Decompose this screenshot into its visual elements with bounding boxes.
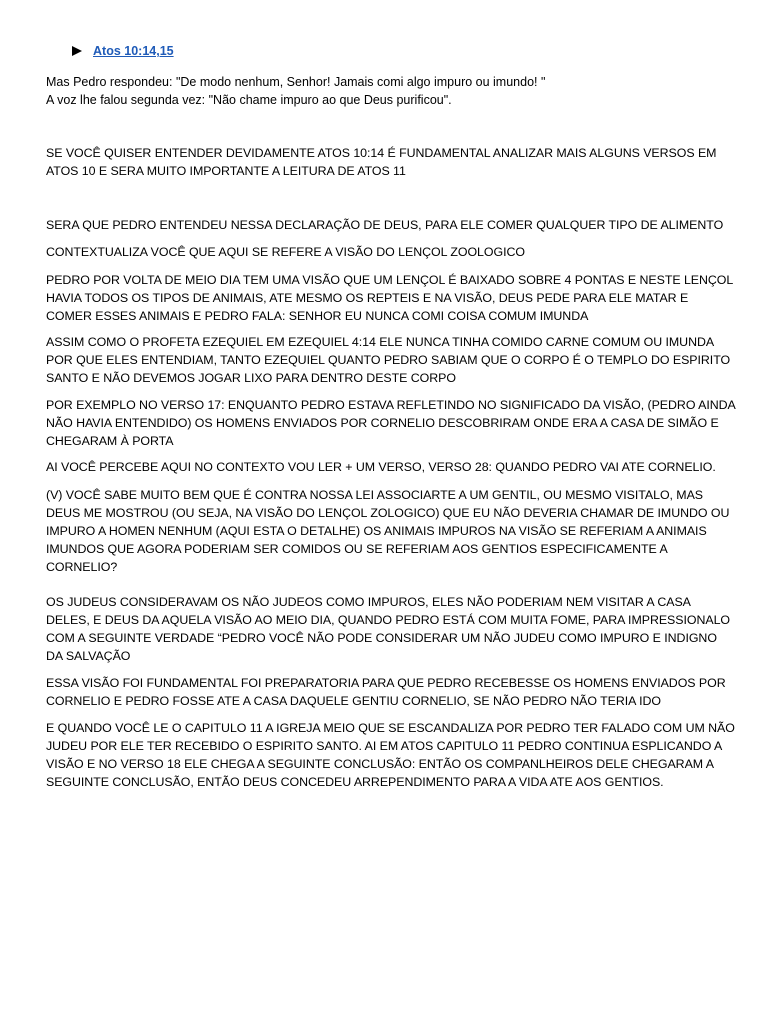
paragraph-text: SERA QUE PEDRO ENTENDEU NESSA DECLARAÇÃO DE DEUS, PARA ELE COMER QUALQUER TIPO DE ALIMENTO	[46, 218, 724, 232]
paragraph-text: AI VOCÊ PERCEBE AQUI NO CONTEXTO VOU LER + UM VERSO, VERSO 28: QUANDO PEDRO VAI ATE CORNELIO.	[46, 460, 716, 474]
paragraph-1	[46, 144, 736, 180]
paragraph-5	[46, 333, 736, 387]
paragraph-text: E QUANDO VOCÊ LE O CAPITULO 11 A IGREJA MEIO QUE SE ESCANDALIZA POR PEDRO TER FALADO COM UM NÃO JUDEU POR ELE TER RECEBIDO O ESPIRITO SANTO. AI EM ATOS CAPITULO 11 PEDRO CONTINUA ESPLICANDO A VISÃO E NO VERSO 18 ELE CHEGA A SEGUINTE CONCLUSÃO: ENTÃO OS COMPANLHEIROS DELE CHEGARAM A SEGUINTE CONCLUSÃO, ENTÃO DEUS CONCEDEU ARREPENDIMENTO PARA A VIDA ATE AOS GENTIOS.	[46, 721, 735, 789]
paragraph-text: OS JUDEUS CONSIDERAVAM OS NÃO JUDEOS COMO IMPUROS, ELES NÃO PODERIAM NEM VISITAR A CASA DELES, E DEUS DA AQUELA VISÃO AO MEIO DIA, QUANDO PEDRO ESTÁ COM MUITA FOME, PARA IMPRESSIONALO COM A SEGUINTE VERDADE “PEDRO VOCÊ NÃO PODE CONSIDERAR UM NÃO JUDEU COMO IMPURO E INDIGNO DA SALVAÇÃO	[46, 595, 731, 663]
paragraph-text: SE VOCÊ QUISER ENTENDER DEVIDAMENTE ATOS 10:14 É FUNDAMENTAL ANALIZAR MAIS ALGUNS VERSOS EM ATOS 10 E SERA MUITO IMPORTANTE A LEITURA DE ATOS 11	[46, 146, 717, 178]
paragraph-6	[46, 396, 736, 450]
paragraph-11	[46, 719, 736, 791]
scripture-reference	[72, 42, 174, 60]
quote-line-2: A voz lhe falou segunda vez: "Não chame impuro ao que Deus purificou".	[46, 93, 452, 107]
paragraph-text: ESSA VISÃO FOI FUNDAMENTAL FOI PREPARATORIA PARA QUE PEDRO RECEBESSE OS HOMENS ENVIADOS POR CORNELIO E PEDRO FOSSE ATE A CASA DAQUELE GENTIU CORNELIO, SE NÃO PEDRO NÃO TERIA IDO	[46, 676, 726, 708]
paragraph-text: ASSIM COMO O PROFETA EZEQUIEL EM EZEQUIEL 4:14 ELE NUNCA TINHA COMIDO CARNE COMUM OU IMUNDA POR QUE ELES ENTENDIAM, TANTO EZEQUIEL QUANTO PEDRO SABIAM QUE O CORPO É O TEMPLO DO ESPIRITO SANTO E NÃO DEVEMOS JOGAR LIXO PARA DENTRO DESTE CORPO	[46, 335, 731, 385]
paragraph-7	[46, 458, 736, 476]
scripture-quote	[46, 73, 736, 109]
paragraph-text: PEDRO POR VOLTA DE MEIO DIA TEM UMA VISÃO QUE UM LENÇOL É BAIXADO SOBRE 4 PONTAS E NESTE LENÇOL HAVIA TODOS OS TIPOS DE ANIMAIS, ATE MESMO OS REPTEIS E NA VISÃO, DEUS PEDE PARA ELE MATAR E COMER ESSES ANIMAIS E PEDRO FALA: SENHOR EU NUNCA COMI COISA COMUM IMUNDA	[46, 273, 733, 323]
paragraph-4	[46, 271, 736, 325]
paragraph-text: POR EXEMPLO NO VERSO 17: ENQUANTO PEDRO ESTAVA REFLETINDO NO SIGNIFICADO DA VISÃO, (PEDRO AINDA NÃO HAVIA ENTENDIDO) OS HOMENS ENVIADOS POR CORNELIO DESCOBRIRAM ONDE ERA A CASA DE SIMÃO E CHEGARAM À PORTA	[46, 398, 736, 448]
paragraph-2	[46, 216, 736, 234]
paragraph-10	[46, 674, 736, 710]
paragraph-text: CONTEXTUALIZA VOCÊ QUE AQUI SE REFERE A VISÃO DO LENÇOL ZOOLOGICO	[46, 245, 525, 259]
paragraph-9	[46, 593, 736, 665]
bullet-arrow-icon	[72, 46, 82, 56]
scripture-reference-link[interactable]: Atos 10:14,15	[93, 44, 174, 58]
paragraph-8	[46, 486, 736, 576]
paragraph-3	[46, 243, 736, 261]
quote-line-1: Mas Pedro respondeu: "De modo nenhum, Senhor! Jamais comi algo impuro ou imundo! "	[46, 75, 546, 89]
paragraph-text: (V) VOCÊ SABE MUITO BEM QUE É CONTRA NOSSA LEI ASSOCIARTE A UM GENTIL, OU MESMO VISITALO, MAS DEUS ME MOSTROU (OU SEJA, NA VISÃO DO LENÇOL ZOLOGICO) QUE EU NÃO DEVERIA CHAMAR DE IMUNDO OU IMPURO A HOMEN NENHUM (AQUI ESTA O DETALHE) OS ANIMAIS IMPUROS NA VISÃO SE REFERIAM A ANIMAIS IMUNDOS QUE AGORA PODERIAM SER COMIDOS OU SE REFERIAM AOS GENTIOS ESPECIFICAMENTE A CORNELIO?	[46, 488, 730, 574]
